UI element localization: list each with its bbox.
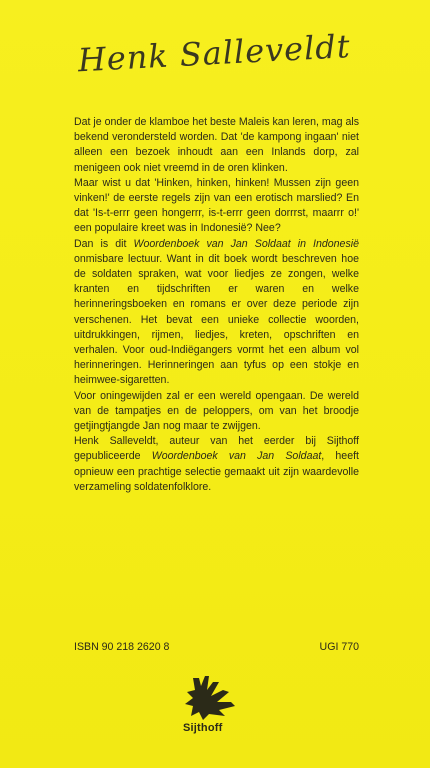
blurb-paragraph-3-lead: Dan is dit (74, 237, 134, 250)
metadata-row (74, 641, 359, 653)
blurb-paragraph-4: Voor oningewijden zal er een wereld opengaan. De wereld van de tampatjes en de peloppers, om van het broodje getjingtjangde Jan nog maar te zwijgen. (74, 389, 359, 433)
book-title-jan-soldaat: Woordenboek van Jan Soldaat (151, 450, 322, 463)
author-signature-text: Henk Salleveldt (76, 27, 352, 80)
blurb-paragraph-5 (74, 434, 359, 495)
blurb-text (74, 115, 359, 495)
blurb-paragraph-3 (74, 237, 359, 389)
isbn-number: ISBN 90 218 2620 8 (74, 641, 170, 653)
blurb-paragraph-5-lead: Henk Salleveldt, auteur van het eerder bij Sijthoff gepubliceerde (74, 435, 359, 463)
blurb-paragraph-1: Dat je onder de klamboe het beste Maleis kan leren, mag als bekend verondersteld worden. Dat 'de kampong ingaan' niet alleen een bezoek inhoudt aan een Inlands dorp, zal menigeen ook niet vreemd in de oren klinken. (74, 116, 360, 174)
blurb-paragraph-5-body: , heeft opnieuw een prachtige selectie gemaakt uit zijn waardevolle verzameling soldatenfolklore. (74, 450, 359, 493)
publisher-name: Sijthoff (183, 722, 223, 734)
ugi-code: UGI 770 (319, 641, 359, 653)
blurb-paragraph-2: Maar wist u dat 'Hinken, hinken, hinken! Mussen zijn geen vinken!' de eerste regels zijn van een erotisch marslied? En dat 'Is-t-errr geen hongerrr, is-t-errr geen dorrrst, maarrr o!' een populaire kreet was in Indonesië? Nee? (74, 176, 359, 235)
book-title-indonesie: Woordenboek van Jan Soldaat in Indonesië (133, 237, 359, 250)
blurb-paragraph-3-body: onmisbare lectuur. Want in dit boek wordt beschreven hoe de soldaten spraken, wat voor liedjes ze zongen, welke kranten en tijdschriften er waren en welke herinneringsboeken en romans er over deze periode zijn verschenen. Het bevat een unieke collectie woorden, uitdrukkingen, rijmen, liedjes, kreten, opschriften en verhalen. Voor oud-Indiëgangers vormt het een album vol herinneringen. Herinneringen aan tyfus op een stokje en heimwee-sigaretten. (74, 252, 359, 387)
